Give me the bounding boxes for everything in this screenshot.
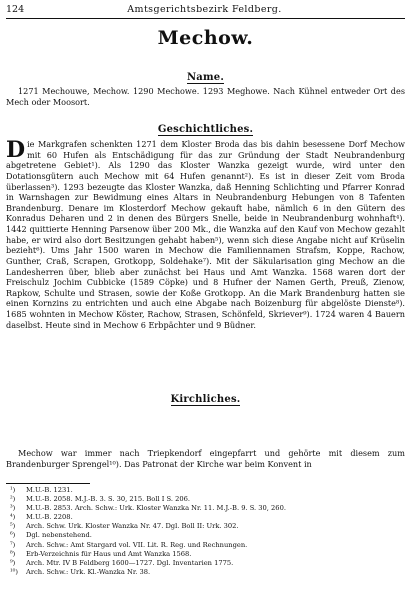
footnote (6, 531, 405, 540)
footnote-text: Arch. Mtr. IV B Feldberg 1600—1727. Dgl. Inventarien 1775. (26, 558, 234, 567)
footnote-mark: ⁴) (10, 513, 16, 522)
running-header (6, 4, 403, 16)
footnote (6, 513, 405, 522)
header-rule (6, 18, 405, 19)
footnote-text: Arch. Schw. Urk. Kloster Wanzka Nr. 47. Dgl. Boll II: Urk. 302. (26, 522, 239, 531)
history-paragraph (6, 139, 405, 330)
footnote-mark: ¹⁰) (10, 567, 18, 576)
section-heading-church (0, 394, 411, 405)
footnote (6, 504, 405, 513)
footnote-mark: ⁹) (10, 558, 16, 567)
section-heading-history (0, 124, 411, 135)
footnote-rule (6, 483, 90, 484)
section-heading-history-text: Geschichtliches. (157, 124, 254, 135)
footnote-mark: ¹) (10, 486, 16, 494)
footnote-mark: ⁶) (10, 531, 16, 540)
section-heading-church-text: Kirchliches. (170, 394, 241, 405)
footnote-text: M.U.-B. 2058. M.J.-B. 3. S. 30, 215. Boll I S. 206. (26, 495, 190, 504)
footnote-mark: ³) (10, 504, 16, 513)
section-heading-name (0, 72, 411, 83)
footnote-mark: ²) (10, 495, 16, 504)
page-number: 124 (6, 4, 25, 15)
footnote-text: M.U.-B. 1231. (26, 486, 73, 494)
footnote (6, 522, 405, 531)
section-heading-name-text: Name. (186, 72, 225, 83)
history-text: ie Markgrafen schenkten 1271 dem Kloster Broda das bis dahin besessene Dorf Mechow mit 60 Hufen als Entschädigung für das zur Gründung der Stadt Neubrandenburg abgetretene Gebiet¹). Als 1290 das Kloster Wanzka gezeigt wurde, wird unter den Dotationsgütern auch Mechow mit 64 Hufen genannt²). Es ist in dieser Zeit vom Broda überlassen³). 1293 bezeugte das Kloster Wanzka, daß Henning Schlichting und Pfarrer Konrad in Warnshagen zur Bewidmung eines Altars in Neubrandenburg Hebungen von 8 Tafenten Brandenburg. Denare im Klosterdorf Mechow gekauft habe, nämlich 6 in den Gütern des Konradus Deharen und 2 in denen des Bürgers Snelle, beide in Neubrandenburg wohnhaft⁴). 1442 quittierte Henning Parsenow über 200 Mk., die Wanzka auf den Kauf von Mechow gezahlt habe, er wird also dort Besitzungen gehabt haben⁵), wenn sich diese Angabe nicht auf Krüselin bezieht⁶). Ums Jahr 1500 waren in Mechow die Familiennamen Strafsm, Koppe, Rachow, Gunther, Craß, Scrapen, Grotkopp, Soldehake⁷). Mit der Säkularisation ging Mechow an die Landesherren über, blieb aber zunächst bei Haus und Amt Wanzka. 1568 waren dort der Freischulz Jochim Cubbicke (1589 Cöpke) und 8 Hufner der Namen Gerth, Preuß, Zienow, Rapkow, Schulte und Strasen, sowie der Koße Grotkopp. An die Mark Brandenburg hatten sie einen Kornzins zu entrichten und auch eine Abgabe nach Boizenburg für abgelöste Dienste⁸). 1685 wohnten in Mechow Köster, Rachow, Strasen, Schönfeld, Skriever⁹). 1724 waren 4 Bauern daselbst. Heute sind in Mechow 6 Erbpächter und 9 Büdner. (6, 139, 405, 330)
drop-cap: D (6, 137, 26, 163)
footnote (6, 550, 405, 559)
name-section (6, 86, 405, 108)
church-paragraph: Mechow war immer nach Triepkendorf eingepfarrt und gehörte mit diesem zum Brandenburger Sprengel¹⁰). Das Patronat der Kirche war beim Konvent in (6, 448, 405, 469)
footnote-text: Erb-Verzeichnis für Haus und Amt Wanzka 1568. (26, 549, 192, 558)
footnote (6, 559, 405, 568)
footnote-text: Arch. Schw.: Urk. Kl.-Wanzka Nr. 38. (26, 567, 151, 576)
footnote-mark: ⁸) (10, 549, 16, 558)
footnote (6, 541, 405, 550)
footnote-text: M.U.-B. 2208. (26, 513, 73, 522)
footnote (6, 495, 405, 504)
church-section (6, 448, 405, 470)
footnote-mark: ⁷) (10, 540, 16, 549)
footnote-text: Arch. Schw.: Amt Stargard vol. VII. Lit. R. Reg. und Rechnungen. (26, 540, 248, 549)
footnote-text: Dgl. nebenstehend. (26, 531, 92, 540)
history-section (6, 139, 405, 381)
name-paragraph: 1271 Mechouwe, Mechow. 1290 Mechowe. 1293 Meghowe. Nach Kühnel entweder Ort des Mech oder Moosort. (6, 86, 405, 107)
page-title: Mechow. (157, 27, 254, 49)
footnote-mark: ⁵) (10, 522, 16, 531)
footnote-text: M.U.-B. 2853. Arch. Schw.: Urk. Kloster Wanzka Nr. 11. M.J.-B. 9. S. 30, 260. (26, 504, 286, 513)
footnotes (6, 486, 405, 577)
running-title: Amtsgerichtsbezirk Feldberg. (127, 4, 282, 15)
footnote (6, 568, 405, 577)
footnote (6, 486, 405, 495)
